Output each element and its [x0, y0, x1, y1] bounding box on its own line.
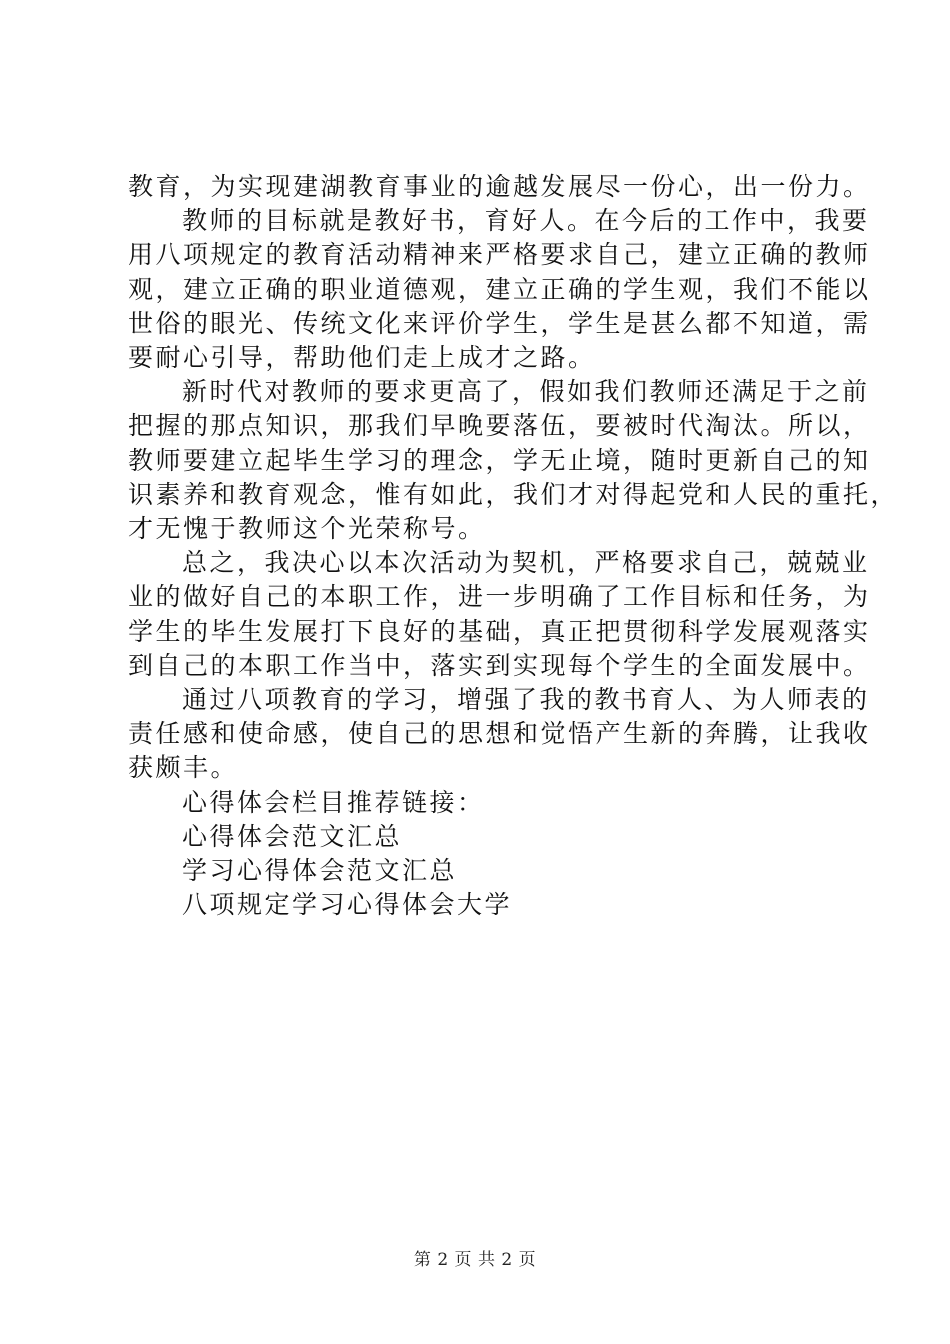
paragraph-start-line: 通过八项教育的学习，增强了我的教书育人、为人师表的: [182, 685, 870, 715]
text-line: 把握的那点知识，那我们早晚要落伍，要被时代淘汰。所以，: [128, 411, 871, 441]
text-line: 要耐心引导，帮助他们走上成才之路。: [128, 343, 596, 373]
text-line: 到自己的本职工作当中，落实到实现每个学生的全面发展中。: [128, 650, 871, 680]
text-line: 世俗的眼光、传统文化来评价学生，学生是甚么都不知道，需: [128, 308, 871, 338]
text-line: 业的做好自己的本职工作，进一步明确了工作目标和任务，为: [128, 582, 871, 612]
text-line: 获颇丰。: [128, 753, 239, 783]
text-line: 教育，为实现建湖教育事业的逾越发展尽一份心，出一份力。: [128, 172, 871, 201]
text-line: 教师要建立起毕生学习的理念，学无止境，随时更新自己的知: [128, 445, 871, 475]
document-body: [128, 170, 899, 922]
recommended-link[interactable]: 学习心得体会范文汇总: [182, 856, 458, 886]
text-line: 识素养和教育观念，惟有如此，我们才对得起党和人民的重托，: [128, 479, 899, 509]
paragraph-start-line: 教师的目标就是教好书，育好人。在今后的工作中，我要: [182, 206, 870, 236]
page-footer: 第 2 页 共 2 页: [413, 1250, 537, 1270]
text-line: 用八项规定的教育活动精神来严格要求自己，建立正确的教师: [128, 240, 871, 270]
links-heading: 心得体会栏目推荐链接：: [182, 787, 485, 817]
text-line: 学生的毕生发展打下良好的基础，真正把贯彻科学发展观落实: [128, 616, 871, 646]
text-line: 才无愧于教师这个光荣称号。: [128, 514, 486, 544]
text-line: 责任感和使命感，使自己的思想和觉悟产生新的奔腾，让我收: [128, 719, 871, 749]
recommended-link[interactable]: 心得体会范文汇总: [182, 821, 403, 851]
text-line: 观，建立正确的职业道德观，建立正确的学生观，我们不能以: [128, 274, 871, 304]
recommended-link[interactable]: 八项规定学习心得体会大学: [182, 890, 513, 920]
paragraph-start-line: 总之，我决心以本次活动为契机，严格要求自己，兢兢业: [182, 548, 870, 578]
paragraph-start-line: 新时代对教师的要求更高了，假如我们教师还满足于之前: [182, 377, 870, 407]
